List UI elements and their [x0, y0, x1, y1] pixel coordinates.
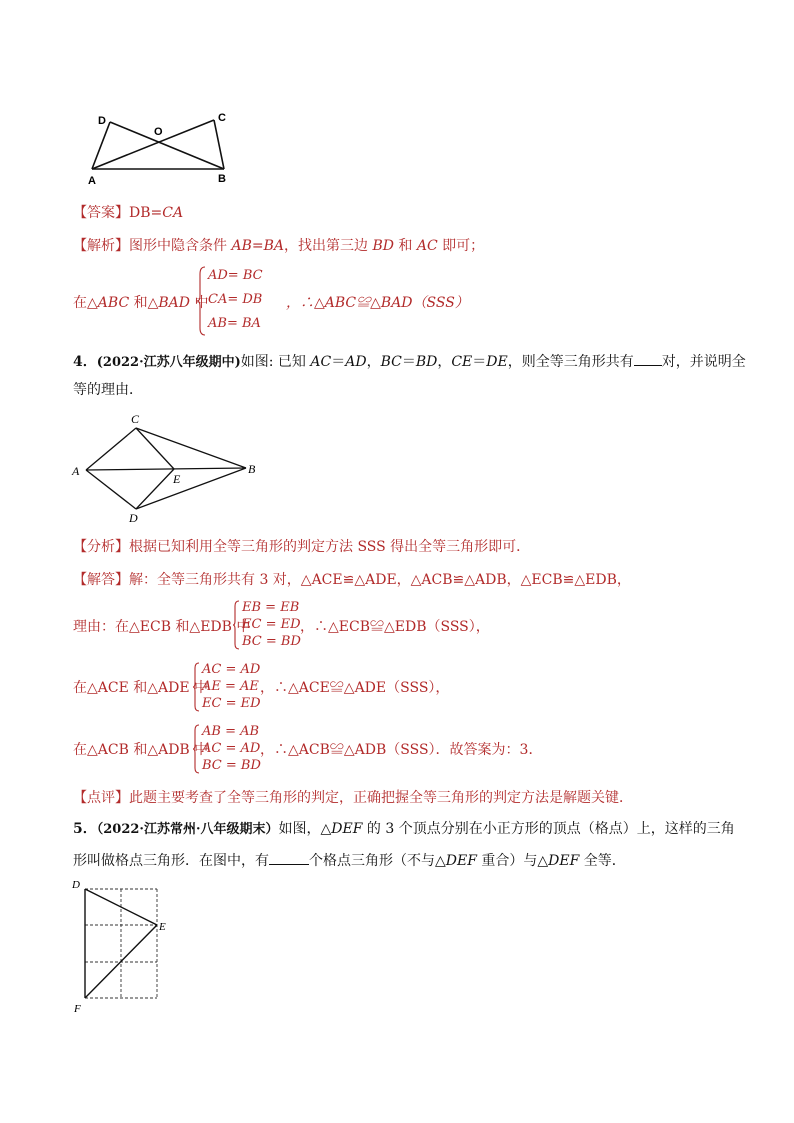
- proof-3-eq-1: AD= BC: [208, 268, 263, 283]
- label-d: D: [98, 115, 106, 127]
- analysis-and: 和: [393, 238, 417, 254]
- segment-ce: [136, 428, 174, 469]
- q4-stem-end: 对，并说明全: [661, 354, 746, 370]
- fenxi-tag: 【分析】: [73, 539, 129, 555]
- q4-c1: ，: [366, 354, 381, 370]
- reason-3-eq-3: BC = BD: [202, 758, 261, 773]
- segment-cb: [136, 428, 246, 468]
- segment-db: [136, 468, 246, 509]
- q4-eq3: ＝: [472, 354, 487, 370]
- reason-1-eq-3: BC = BD: [242, 634, 301, 649]
- q5-stem-c: 的 3 个顶点分别在小正方形的顶点（格点）上，这样的三角: [362, 821, 735, 837]
- q4-ad: AD: [345, 354, 367, 370]
- label-o: O: [154, 126, 163, 138]
- label-a: A: [72, 464, 80, 478]
- question-5-line-1: [73, 819, 735, 840]
- label-d: D: [129, 511, 138, 525]
- label-e: E: [159, 921, 166, 933]
- jieda-tag: 【解答】: [73, 572, 129, 588]
- reason-2-eq-3: EC = ED: [202, 696, 261, 711]
- label-c: C: [131, 412, 140, 426]
- label-d: D: [72, 879, 80, 891]
- q5-def-1: DEF: [331, 821, 363, 837]
- label-a: A: [88, 175, 96, 187]
- jieda-line: [73, 570, 631, 590]
- q5-line2-b: 个格点三角形（不与△: [309, 853, 446, 869]
- reason-3-eq-1: AB = AB: [202, 724, 260, 739]
- label-b: B: [218, 173, 226, 185]
- reason-1-prefix: 理由：在△ECB 和△EDB 中: [73, 619, 251, 635]
- segment-ad: [86, 470, 136, 509]
- proof-3-conclusion: ，∴△ABC≌△BAD（SSS）: [286, 295, 469, 311]
- brace-icon: [196, 266, 206, 336]
- fenxi-text: 根据已知利用全等三角形的判定方法 SSS 得出全等三角形即可．: [129, 539, 531, 555]
- proof-3-eq-3: AB= BA: [208, 316, 261, 331]
- reason-3-eq-2: AC = AD: [202, 741, 261, 756]
- label-f: F: [74, 1003, 81, 1015]
- jieda-text: 解：全等三角形共有 3 对，△ACE≌△ADE，△ACB≌△ADB，△ECB≌△EDB，: [129, 572, 631, 588]
- brace-icon: [192, 724, 200, 774]
- q5-line2-d: 重合）与△: [476, 853, 549, 869]
- q4-bc: BC: [380, 354, 402, 370]
- proof-3-zhong: 中: [190, 295, 209, 311]
- brace-icon: [232, 600, 240, 650]
- q5-def-2: DEF: [445, 853, 477, 869]
- reason-1-eq-1: EB = EB: [242, 600, 300, 615]
- q4-bd: BD: [415, 354, 438, 370]
- question-4-number: 4．: [73, 354, 97, 370]
- question-4-line-2: 等的理由．: [73, 382, 143, 398]
- question-4-stem: 如图: 已知: [240, 354, 311, 370]
- analysis-text-2: ，找出第三边: [283, 238, 373, 254]
- proof-3-t2: BAD: [158, 295, 190, 311]
- proof-3-prefix: [73, 293, 208, 313]
- figure-1-triangles: [84, 108, 244, 188]
- analysis-bd: BD: [372, 238, 394, 254]
- q4-stem-rest: ，则全等三角形共有: [507, 354, 634, 370]
- q5-def-3: DEF: [548, 853, 580, 869]
- question-5-line-2: [73, 851, 626, 871]
- q5-line2-a: 形叫做格点三角形．在图中，有: [73, 853, 269, 869]
- segment-ac: [92, 120, 214, 169]
- q4-ac: AC: [310, 354, 332, 370]
- answer-italic: CA: [162, 205, 184, 221]
- q4-c2: ，: [437, 354, 452, 370]
- proof-3-eq-2: CA= DB: [208, 292, 263, 307]
- figure-2-kite: [68, 408, 268, 528]
- proof-3-in: 在△: [73, 295, 98, 311]
- reason-2-eq-2: AE = AE: [202, 679, 259, 694]
- brace-icon: [192, 662, 200, 712]
- analysis-end: 即可；: [437, 238, 485, 254]
- segment-bd: [110, 122, 224, 169]
- question-5-source: （2022·江苏常州·八年级期末）: [96, 822, 279, 837]
- question-4-source: (2022·江苏八年级期中): [96, 355, 241, 370]
- figure-3-grid-triangle: [68, 876, 178, 1016]
- segment-de: [136, 469, 174, 509]
- dianping-tag: 【点评】: [73, 790, 129, 806]
- segment-ab: [86, 468, 246, 470]
- analysis-ac: AC: [416, 238, 438, 254]
- analysis-text: 图形中隐含条件: [129, 238, 232, 254]
- q4-ce: CE: [451, 354, 473, 370]
- proof-3-t1: ABC: [97, 295, 130, 311]
- reason-2-conclusion: ，∴△ACE≌△ADE（SSS），: [260, 680, 450, 696]
- reason-3-prefix: 在△ACB 和△ADB 中: [73, 742, 209, 758]
- reason-1-conclusion: ，∴△ECB≌△EDB（SSS），: [300, 619, 490, 635]
- reason-2-eq-1: AC = AD: [202, 662, 261, 677]
- label-e: E: [173, 472, 181, 486]
- label-c: C: [218, 112, 226, 124]
- label-b: B: [248, 462, 256, 476]
- question-5-number: 5．: [73, 821, 97, 837]
- answer-blank[interactable]: [634, 352, 662, 366]
- dianping-line: [73, 788, 633, 808]
- analysis-ab: AB=BA: [231, 238, 284, 254]
- analysis-line: [73, 236, 484, 256]
- q4-eq1: ＝: [331, 354, 346, 370]
- answer-line: [73, 203, 183, 223]
- segment-ac: [86, 428, 136, 470]
- q5-line2-f: 全等．: [579, 853, 626, 869]
- reason-1-eq-2: EC = ED: [242, 617, 301, 632]
- q4-de: DE: [486, 354, 508, 370]
- q5-stem-a: 如图，△: [278, 821, 332, 837]
- dashed-grid: [85, 889, 157, 998]
- dianping-text: 此题主要考查了全等三角形的判定，正确把握全等三角形的判定方法是解题关键．: [129, 790, 633, 806]
- q4-eq2: ＝: [401, 354, 416, 370]
- segment-ad: [92, 122, 110, 169]
- analysis-tag: 【解析】: [73, 238, 129, 254]
- question-4-line-1: [73, 352, 746, 373]
- answer-blank[interactable]: [269, 851, 309, 865]
- fenxi-line: [73, 537, 530, 557]
- segment-bc: [214, 120, 224, 169]
- answer-tag: 【答案】: [73, 205, 129, 221]
- reason-2-prefix: 在△ACE 和△ADE 中: [73, 680, 209, 696]
- proof-3-system: [196, 266, 276, 338]
- answer-text: DB=: [129, 205, 163, 221]
- reason-3-conclusion: ，∴△ACB≌△ADB（SSS）．故答案为：3．: [260, 742, 543, 758]
- proof-3-and: 和△: [129, 295, 159, 311]
